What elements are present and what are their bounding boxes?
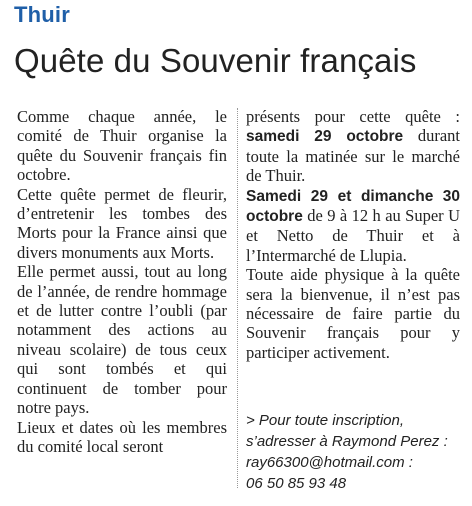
contact-block — [246, 410, 460, 494]
contact-line-2: s’adresser à Raymond Perez : — [246, 433, 448, 450]
section-kicker: Thuir — [14, 2, 70, 27]
article-title: Quête du Souvenir français — [14, 42, 417, 79]
locations-date-2b: 30 octobre — [246, 187, 460, 226]
locations-text-2: de 9 à 12 h au Super U et Netto de Thuir et à l’Intermarché de Llupia. — [246, 206, 461, 265]
article-column-left — [17, 107, 227, 456]
paragraph-locations-start: Lieux et dates où les membres du comité local seront — [17, 417, 227, 456]
contact-phone[interactable]: 06 50 85 93 48 — [246, 475, 347, 492]
locations-date-2a: Samedi 29 et dimanche — [246, 187, 434, 205]
contact-line-1: > Pour toute inscription, — [246, 412, 405, 429]
paragraph-intro: Comme chaque année, le comité de Thuir organise la quête du Souvenir français fin octobre. — [17, 107, 227, 185]
paragraph-hommage: Elle permet aussi, tout au long de l’année, de rendre hommage et de lutter contre l’oubli (par notamment des actions au niveau scolaire) de tous ceux qui sont tombés et qui continuent de tomber pour notre pays. — [17, 262, 227, 418]
paragraph-weekend — [246, 186, 460, 266]
paragraph-purpose: Cette quête permet de fleurir, d’entretenir les tombes des Morts pour la France ainsi que divers monuments aux Morts. — [17, 184, 227, 262]
locations-text-1: durant toute la matinée sur le marché de Thuir. — [246, 126, 461, 186]
column-divider — [237, 108, 238, 488]
locations-text-lead: présents pour cette quête : — [246, 107, 460, 126]
paragraph-help: Toute aide physique à la quête sera la bienvenue, il n’est pas nécessaire de faire partie du Souvenir français pour y participer activement. — [246, 265, 460, 362]
locations-date-1: samedi 29 octobre — [246, 128, 404, 146]
paragraph-locations-cont — [246, 107, 460, 186]
article-column-right — [246, 107, 460, 362]
contact-email[interactable]: ray66300@hotmail.com : — [246, 454, 413, 471]
